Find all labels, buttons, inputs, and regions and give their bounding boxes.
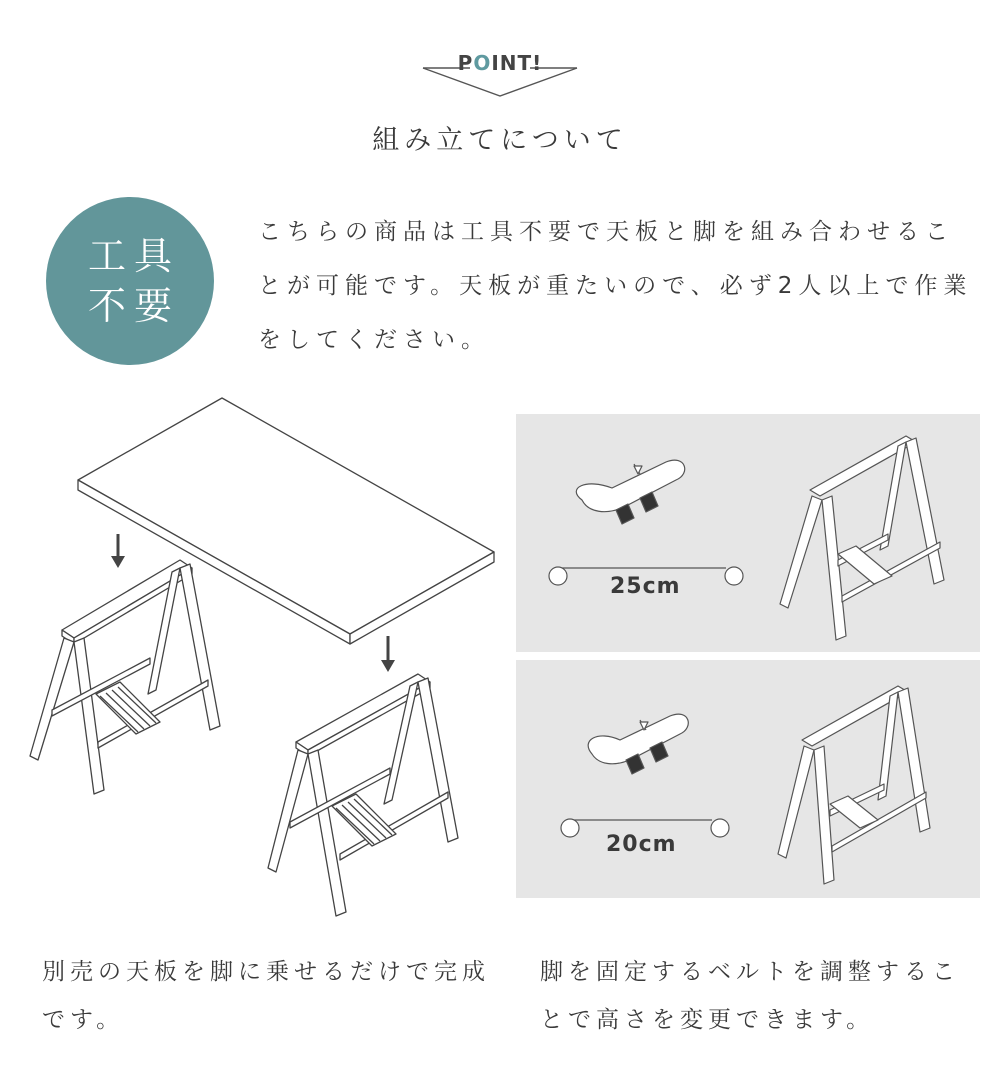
section-heading: 組み立てについて [372,125,628,156]
down-arrow-icon [381,636,395,672]
badge-line-2: 不要 [87,284,180,328]
belt-loop-icon [588,714,688,774]
trestle-leg-icon [778,686,930,884]
belt-length-label: 25cm [610,574,681,599]
caption-left: 別売の天板を脚に乗せるだけで完成です。 [42,959,490,1033]
tabletop-icon [78,398,494,644]
no-tools-badge [46,197,214,365]
caption-right: 脚を固定するベルトを調整することで高さを変更できます。 [540,959,960,1033]
belt-panel-25 [516,414,980,652]
assembly-illustration [0,390,510,930]
point-header [420,48,580,100]
trestle-leg-icon [30,560,220,794]
belt-illustration [516,660,980,898]
intro-text: こちらの商品は工具不要で天板と脚を組み合わせることが可能です。天板が重たいので、必ず2人以上で作業をしてください。 [258,219,973,353]
down-arrow-icon [111,534,125,568]
belt-panel-20 [516,660,980,898]
belt-length-label: 20cm [606,832,677,857]
belt-illustration [516,414,980,652]
trestle-leg-icon [780,436,944,640]
point-label: POINT! [457,51,543,75]
badge-line-1: 工具 [87,234,180,278]
belt-loop-icon [576,460,684,524]
trestle-leg-icon [268,674,458,916]
